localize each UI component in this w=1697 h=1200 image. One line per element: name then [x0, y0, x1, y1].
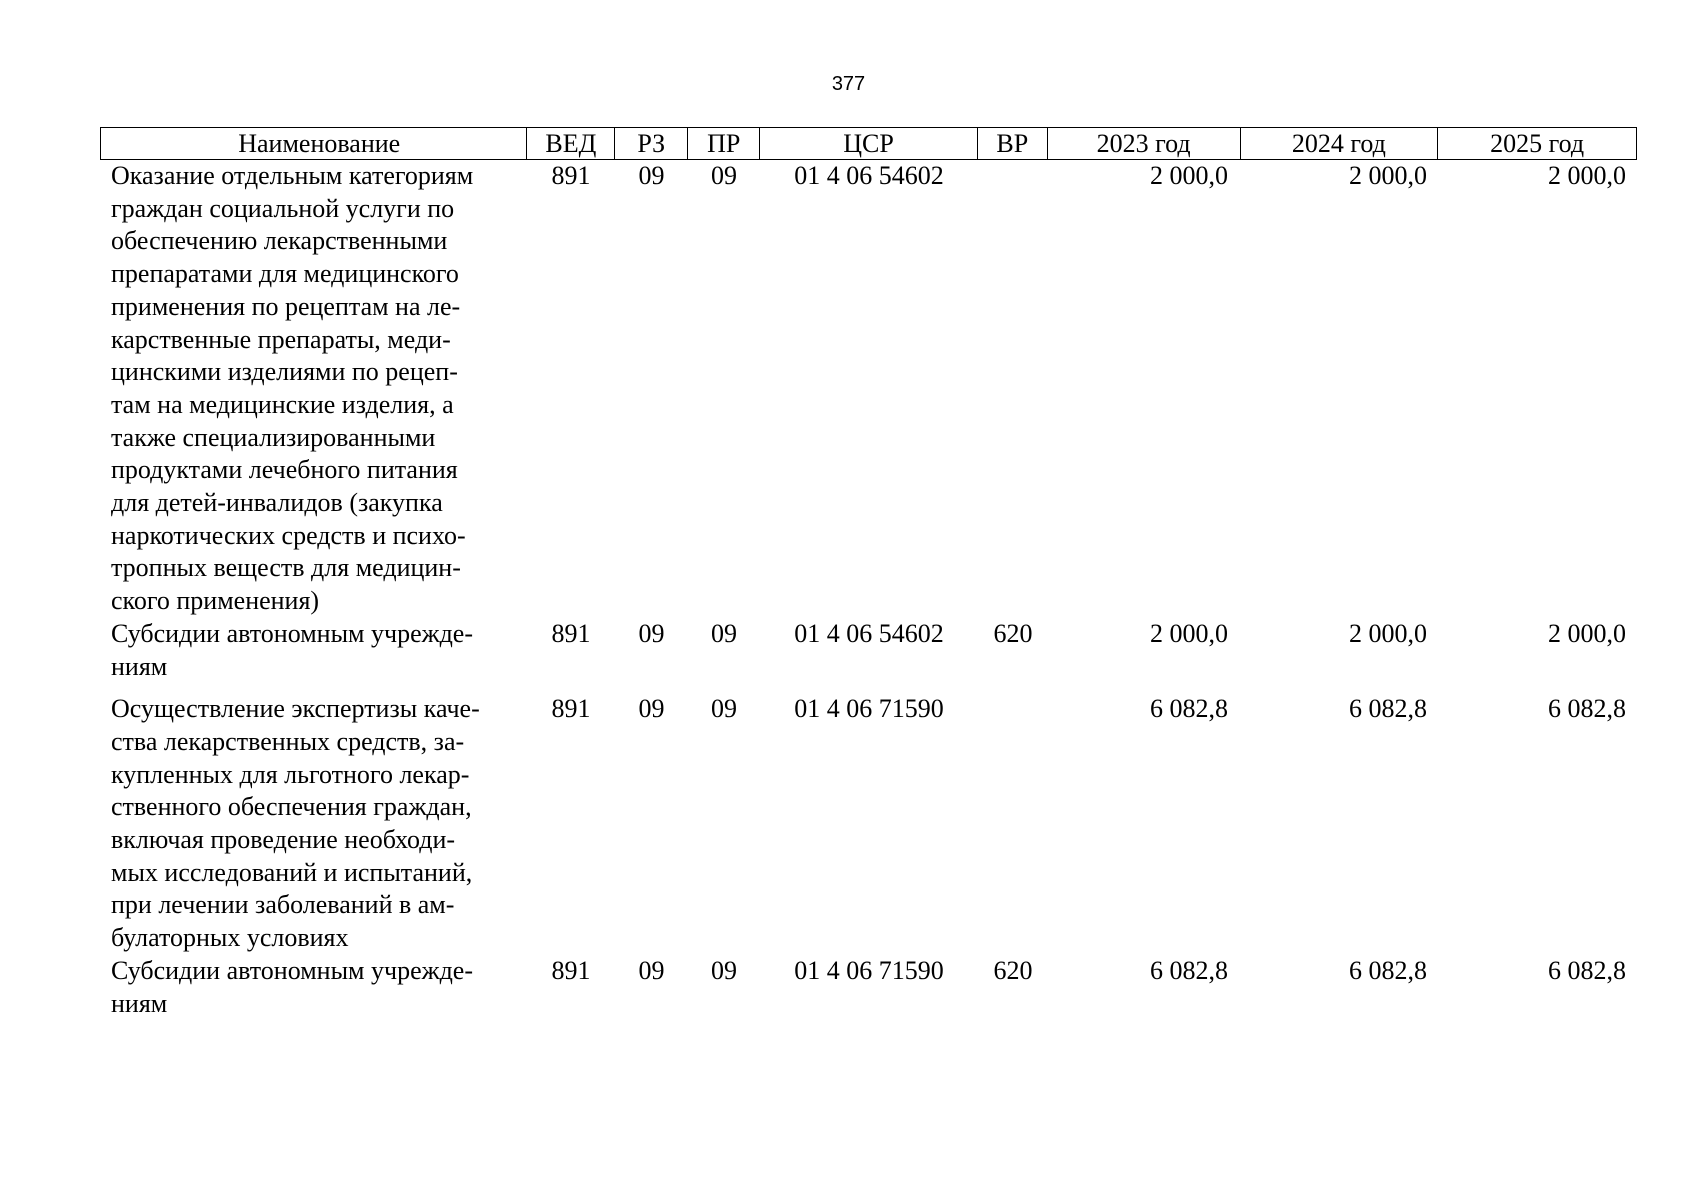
budget-table: [100, 127, 1637, 1020]
pr-cell: 09: [711, 955, 737, 985]
amount-2025-cell: 2 000,0: [1548, 161, 1626, 190]
vr-cell: 620: [993, 955, 1033, 985]
amount-2023-cell: 2 000,0: [1150, 161, 1228, 190]
vr-cell: 620: [993, 618, 1033, 648]
amount-2024-cell: 2 000,0: [1349, 161, 1427, 190]
name-line: тропных веществ для медицин-: [111, 553, 461, 583]
rz-cell: 09: [638, 161, 665, 190]
amount-2023-cell: 6 082,8: [1150, 694, 1228, 724]
row-name-cell: [100, 955, 527, 1020]
name-line: мых исследований и испытаний,: [111, 857, 473, 887]
row-spacer: [100, 683, 1637, 693]
table-row: [100, 693, 1637, 955]
name-line: ниям: [111, 988, 168, 1018]
csr-cell: 01 4 06 71590: [794, 955, 944, 985]
name-line: препаратами для медицинского: [111, 259, 459, 289]
header-pr: ПР: [688, 128, 760, 159]
name-line: ства лекарственных средств, за-: [111, 726, 465, 756]
name-line: применения по рецептам на ле-: [111, 291, 461, 321]
name-line: карственные препараты, меди-: [111, 324, 451, 354]
pr-cell: 09: [711, 618, 737, 648]
name-line: при лечении заболеваний в ам-: [111, 890, 455, 920]
vr-cell: [978, 160, 1048, 618]
header-2023: 2023 год: [1048, 128, 1241, 159]
row-name-cell: [100, 160, 527, 618]
table-row: [100, 618, 1637, 683]
name-line: также специализированными: [111, 422, 436, 452]
name-line: для детей-инвалидов (закупка: [111, 488, 443, 518]
row-name-cell: [100, 618, 527, 683]
rz-cell: 09: [638, 955, 665, 985]
pr-cell: 09: [711, 694, 737, 724]
header-rz: РЗ: [615, 128, 688, 159]
table-row: [100, 955, 1637, 1020]
csr-cell: 01 4 06 54602: [794, 161, 944, 190]
ved-cell: 891: [551, 955, 591, 985]
ved-cell: 891: [551, 618, 591, 648]
table-header: [100, 127, 1637, 160]
amount-2025-cell: 2 000,0: [1548, 618, 1626, 648]
name-line: ского применения): [111, 586, 320, 616]
header-vr: ВР: [978, 128, 1048, 159]
name-line: наркотических средств и психо-: [111, 520, 466, 550]
name-line: граждан социальной услуги по: [111, 193, 455, 223]
name-line: Субсидии автономным учрежде-: [111, 618, 473, 648]
amount-2024-cell: 2 000,0: [1349, 618, 1427, 648]
vr-cell: [978, 693, 1048, 955]
name-line: обеспечению лекарственными: [111, 226, 448, 256]
pr-cell: 09: [711, 161, 737, 190]
name-line: ниям: [111, 651, 168, 681]
page-number: 377: [831, 73, 866, 95]
name-line: включая проведение необходи-: [111, 825, 456, 855]
header-ved: ВЕД: [527, 128, 615, 159]
amount-2023-cell: 2 000,0: [1150, 618, 1228, 648]
name-line: Оказание отдельным категориям: [111, 161, 474, 190]
csr-cell: 01 4 06 54602: [794, 618, 944, 648]
table-row: [100, 160, 1637, 618]
header-csr: ЦСР: [760, 128, 978, 159]
row-name-cell: [100, 693, 527, 955]
name-line: булаторных условиях: [111, 923, 349, 953]
name-line: продуктами лечебного питания: [111, 455, 458, 485]
ved-cell: 891: [551, 694, 591, 724]
name-line: цинскими изделиями по рецеп-: [111, 357, 458, 387]
header-name: Наименование: [101, 128, 527, 159]
name-line: купленных для льготного лекар-: [111, 759, 470, 789]
header-2024: 2024 год: [1241, 128, 1439, 159]
name-line: Осуществление экспертизы каче-: [111, 694, 480, 724]
name-line: там на медицинские изделия, а: [111, 389, 454, 419]
name-line: Субсидии автономным учрежде-: [111, 955, 473, 985]
rz-cell: 09: [638, 694, 665, 724]
amount-2023-cell: 6 082,8: [1150, 955, 1228, 985]
csr-cell: 01 4 06 71590: [794, 694, 944, 724]
amount-2024-cell: 6 082,8: [1349, 955, 1427, 985]
amount-2024-cell: 6 082,8: [1349, 694, 1427, 724]
header-2025: 2025 год: [1490, 129, 1585, 158]
ved-cell: 891: [551, 161, 591, 190]
name-line: ственного обеспечения граждан,: [111, 792, 472, 822]
amount-2025-cell: 6 082,8: [1548, 694, 1626, 724]
amount-2025-cell: 6 082,8: [1548, 955, 1626, 985]
rz-cell: 09: [638, 618, 665, 648]
